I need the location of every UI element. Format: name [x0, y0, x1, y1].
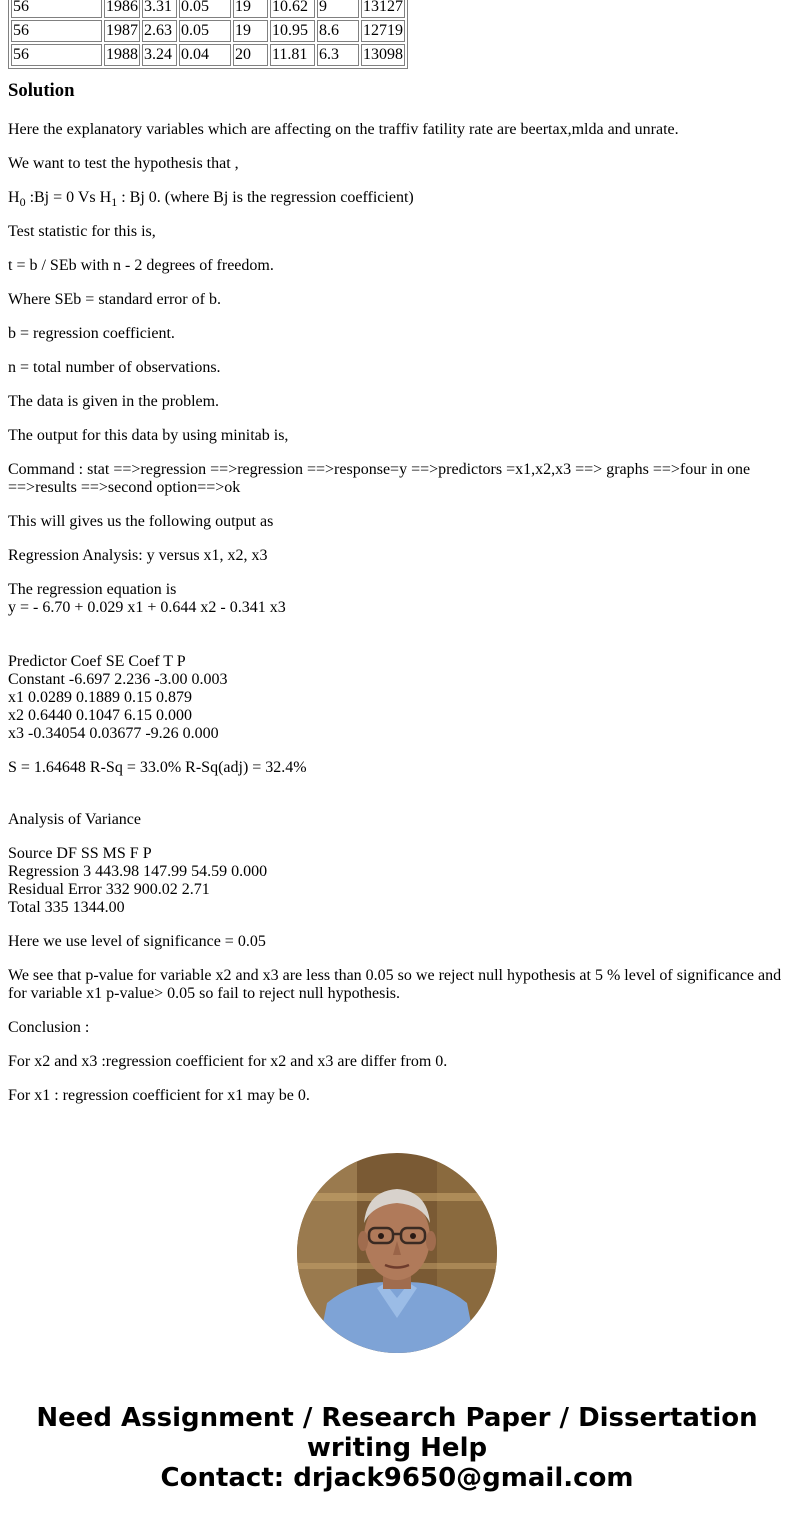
promo-line-1: Need Assignment / Research Paper / Dissertation: [36, 1403, 758, 1433]
table-row: [11, 0, 405, 18]
blank-line: [8, 777, 786, 795]
fit-statistics: [8, 759, 786, 795]
table-cell: 20: [233, 44, 268, 66]
h0-subscript: 0: [19, 195, 26, 209]
table-cell: 3.24: [142, 44, 177, 66]
output-intro: The output for this data by using minitab is,: [8, 427, 289, 444]
test-statistic-label: Test statistic for this is,: [8, 223, 156, 240]
table-cell: 1988: [104, 44, 140, 66]
n-definition: n = total number of observations.: [8, 359, 221, 376]
anova-title: Analysis of Variance: [8, 811, 141, 828]
promo-line-2: writing Help: [306, 1433, 488, 1463]
table-cell: 2.63: [142, 20, 177, 42]
coef-row-x3: x3 -0.34054 0.03677 -9.26 0.000: [8, 725, 219, 742]
table-row: [11, 20, 405, 42]
data-given-text: The data is given in the problem.: [8, 393, 220, 410]
equation-text: y = - 6.70 + 0.029 x1 + 0.644 x2 - 0.341 x3: [8, 599, 286, 616]
conclusion-x2-x3: For x2 and x3 :regression coefficient for x2 and x3 are differ from 0.: [8, 1053, 448, 1070]
promo-contact: Contact: drjack9650@gmail.com: [160, 1463, 634, 1493]
anova-row-regression: Regression 3 443.98 147.99 54.59 0.000: [8, 863, 268, 880]
minitab-command: [8, 461, 786, 497]
table-cell: 12719: [361, 20, 405, 42]
gives-output-text: This will gives us the following output as: [8, 513, 274, 530]
coef-table-header: Predictor Coef SE Coef T P: [8, 653, 186, 670]
data-table: [8, 0, 408, 69]
pvalue-line-1: We see that p-value for variable x2 and x3 are less than 0.05 so we reject null hypothesis at 5 % level of significance and: [8, 967, 782, 984]
coef-row-x2: x2 0.6440 0.1047 6.15 0.000: [8, 707, 192, 724]
b-definition: b = regression coefficient.: [8, 325, 175, 342]
command-line-2: ==>results ==>second option==>ok: [8, 479, 241, 496]
pvalue-line-2: for variable x1 p-value> 0.05 so fail to reject null hypothesis.: [8, 985, 401, 1002]
table-cell: 11.81: [270, 44, 315, 66]
significance-level: Here we use level of significance = 0.05: [8, 933, 266, 950]
h1-subscript: 1: [111, 195, 118, 209]
h1-text: : Bj 0. (where Bj is the regression coefficient): [117, 189, 414, 206]
table-cell: 13098: [361, 44, 405, 66]
anova-row-total: Total 335 1344.00: [8, 899, 125, 916]
anova-row-residual: Residual Error 332 900.02 2.71: [8, 881, 210, 898]
table-cell: 8.6: [317, 20, 359, 42]
table-cell: 56: [11, 44, 102, 66]
table-cell: 1987: [104, 20, 140, 42]
conclusion-label: Conclusion :: [8, 1019, 90, 1036]
hypothesis-intro: We want to test the hypothesis that ,: [8, 155, 239, 172]
promo-banner: [0, 1403, 794, 1493]
conclusion-x1: For x1 : regression coefficient for x1 may be 0.: [8, 1087, 310, 1104]
table-cell: 19: [233, 0, 268, 18]
blank-line: [8, 617, 786, 635]
solution-heading: Solution: [8, 80, 75, 101]
t-formula: t = b / SEb with n - 2 degrees of freedom.: [8, 257, 274, 274]
anova-header: Source DF SS MS F P: [8, 845, 152, 862]
table-cell: 10.62: [270, 0, 315, 18]
avatar: [297, 1153, 497, 1353]
h0-text: :Bj = 0 Vs H: [25, 189, 112, 206]
table-cell: 6.3: [317, 44, 359, 66]
command-line-1: Command : stat ==>regression ==>regression ==>response=y ==>predictors =x1,x2,x3 ==> graphs ==>four in one: [8, 461, 751, 478]
table-cell: 0.05: [179, 0, 231, 18]
hypothesis-statement: [8, 189, 786, 207]
regression-equation: [8, 581, 786, 743]
table-row: [11, 44, 405, 66]
fit-stats-text: S = 1.64648 R-Sq = 33.0% R-Sq(adj) = 32.4%: [8, 759, 307, 776]
solution-content: [8, 80, 786, 1121]
coef-row-constant: Constant -6.697 2.236 -3.00 0.003: [8, 671, 228, 688]
seb-definition: Where SEb = standard error of b.: [8, 291, 221, 308]
table-cell: 0.04: [179, 44, 231, 66]
table-cell: 9: [317, 0, 359, 18]
coef-row-x1: x1 0.0289 0.1889 0.15 0.879: [8, 689, 192, 706]
table-cell: 13127: [361, 0, 405, 18]
equation-label: The regression equation is: [8, 581, 177, 598]
regression-analysis-title: Regression Analysis: y versus x1, x2, x3: [8, 547, 268, 564]
table-cell: 56: [11, 20, 102, 42]
table-cell: 56: [11, 0, 102, 18]
table-cell: 19: [233, 20, 268, 42]
anova-table: [8, 845, 786, 917]
h0-letter: H: [8, 189, 20, 206]
blank-line: [8, 635, 786, 653]
table-cell: 0.05: [179, 20, 231, 42]
table-cell: 1986: [104, 0, 140, 18]
table-cell: 3.31: [142, 0, 177, 18]
avatar-portrait: [297, 1153, 497, 1353]
table-cell: 10.95: [270, 20, 315, 42]
intro-text: Here the explanatory variables which are affecting on the traffiv fatility rate are beertax,mlda and unrate.: [8, 121, 679, 138]
pvalue-discussion: [8, 967, 786, 1003]
